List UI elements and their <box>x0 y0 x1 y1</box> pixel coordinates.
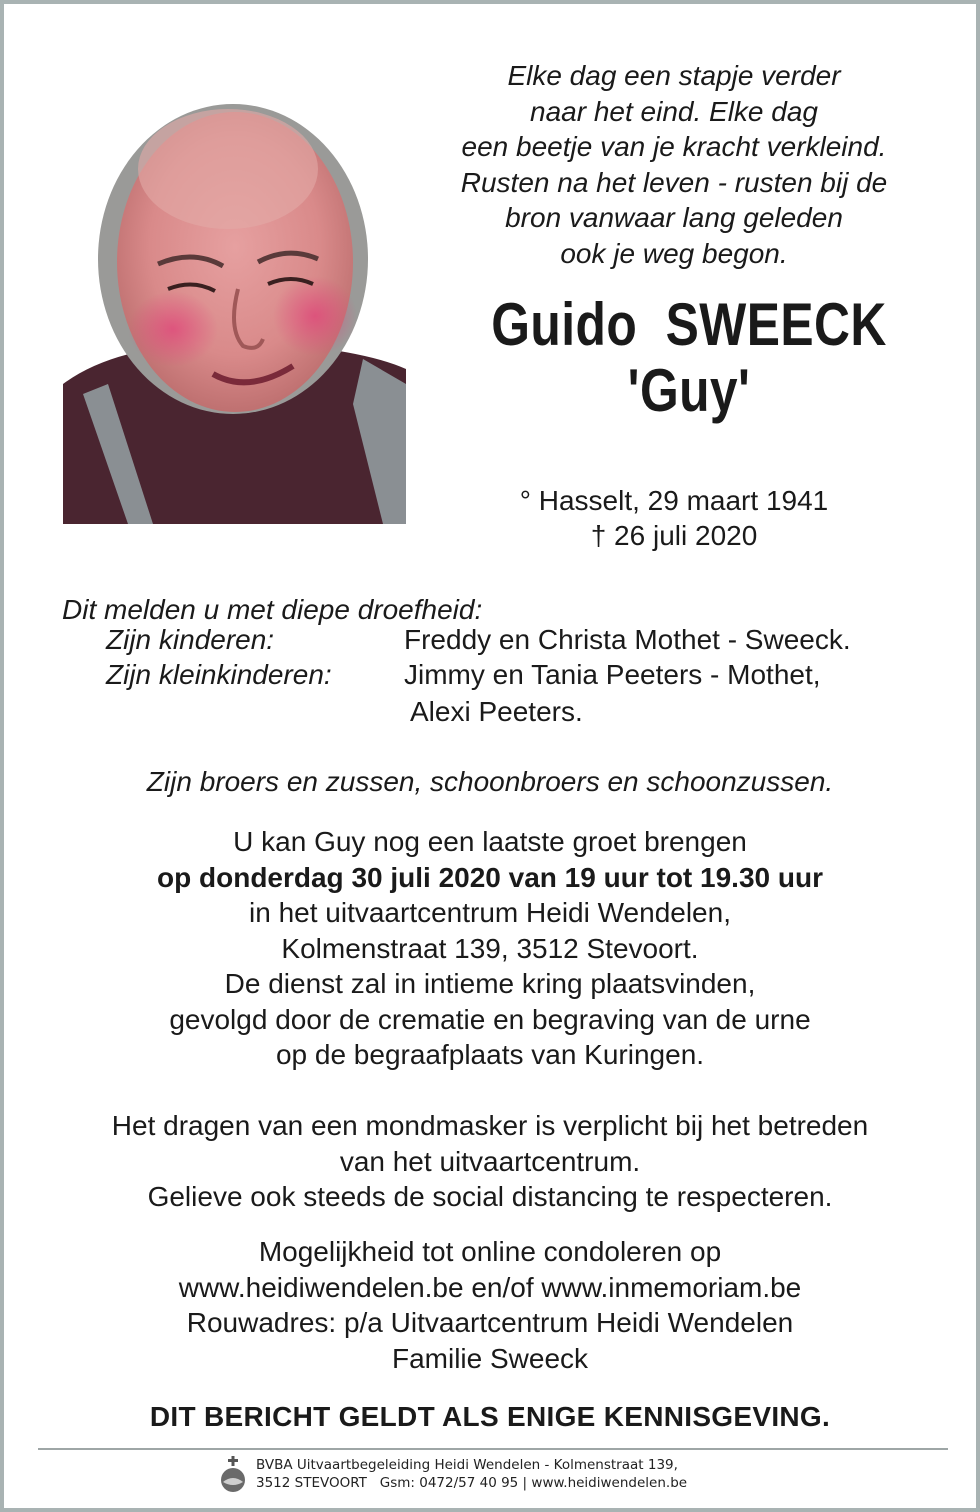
mask-notice-line: van het uitvaartcentrum. <box>339 1145 641 1177</box>
birth-date: ° Hasselt, 29 maart 1941 <box>519 485 829 516</box>
farewell-line: Kolmenstraat 139, 3512 Stevoort. <box>281 932 699 964</box>
announcement-intro: Dit melden u met diepe droefheid: <box>62 594 483 625</box>
poem-line: Elke dag een stapje verder <box>507 60 841 91</box>
poem-line: naar het eind. Elke dag <box>530 95 818 127</box>
footer-line-2: 3512 STEVOORT Gsm: 0472/57 40 95 | www.heidiwendelen.be <box>256 1475 688 1491</box>
poem-line: bron vanwaar lang geleden <box>505 202 843 233</box>
poem-line: Rusten na het leven - rusten bij de <box>460 166 888 198</box>
death-date: † 26 juli 2020 <box>590 520 758 551</box>
final-notice: DIT BERICHT GELDT ALS ENIGE KENNISGEVING. <box>149 1401 831 1432</box>
life-dates <box>444 483 904 553</box>
siblings-line: Zijn broers en zussen, schoonbroers en schoonzussen. <box>146 766 834 797</box>
announcement-intro-block <box>62 592 482 627</box>
children-names: Freddy en Christa Mothet - Sweeck. <box>404 624 851 655</box>
condolence-line: Familie Sweeck <box>391 1342 589 1374</box>
condolence-line: Mogelijkheid tot online condoleren op <box>258 1236 722 1267</box>
poem <box>404 58 944 271</box>
mask-notice-line: Het dragen van een mondmasker is verplicht bij het betreden <box>111 1110 869 1141</box>
mask-notice-line: Gelieve ook steeds de social distancing te respecteren. <box>147 1181 833 1212</box>
farewell-line: U kan Guy nog een laatste groet brengen <box>233 826 747 857</box>
deceased-nickname: 'Guy' <box>627 357 751 424</box>
deceased-name: Guido SWEECK <box>491 291 887 358</box>
poem-line: een beetje van je kracht verkleind. <box>461 131 887 162</box>
farewell-block <box>4 824 976 1073</box>
portrait-illustration <box>63 84 406 524</box>
condolence-line: Rouwadres: p/a Uitvaartcentrum Heidi Wendelen <box>186 1307 794 1338</box>
poem-line: ook je weg begon. <box>560 237 788 269</box>
funeral-home-logo-icon <box>218 1456 248 1494</box>
farewell-line: in het uitvaartcentrum Heidi Wendelen, <box>249 897 731 928</box>
grandchildren-names-2: Alexi Peeters. <box>410 696 583 727</box>
condolence-line: www.heidiwendelen.be en/of www.inmemoriam.be <box>178 1271 802 1303</box>
grandchildren-names-1: Jimmy en Tania Peeters - Mothet, <box>404 659 821 690</box>
grandchildren-label: Zijn kleinkinderen: <box>106 659 332 690</box>
deceased-name-block <box>486 292 893 424</box>
farewell-line: op de begraafplaats van Kuringen. <box>275 1039 705 1070</box>
condolence-block <box>4 1234 976 1376</box>
footer-line-1: BVBA Uitvaartbegeleiding Heidi Wendelen - Kolmenstraat 139, <box>256 1457 678 1473</box>
portrait-photo <box>63 84 406 524</box>
farewell-date-time: op donderdag 30 juli 2020 van 19 uur tot 19.30 uur <box>157 861 823 893</box>
mask-notice-block <box>4 1108 976 1215</box>
footer-divider <box>38 1448 948 1450</box>
funeral-home-footer <box>218 1456 778 1496</box>
farewell-line: De dienst zal in intieme kring plaatsvinden, <box>224 968 756 999</box>
farewell-line: gevolgd door de crematie en begraving van de urne <box>169 1003 811 1035</box>
children-label: Zijn kinderen: <box>106 624 275 655</box>
